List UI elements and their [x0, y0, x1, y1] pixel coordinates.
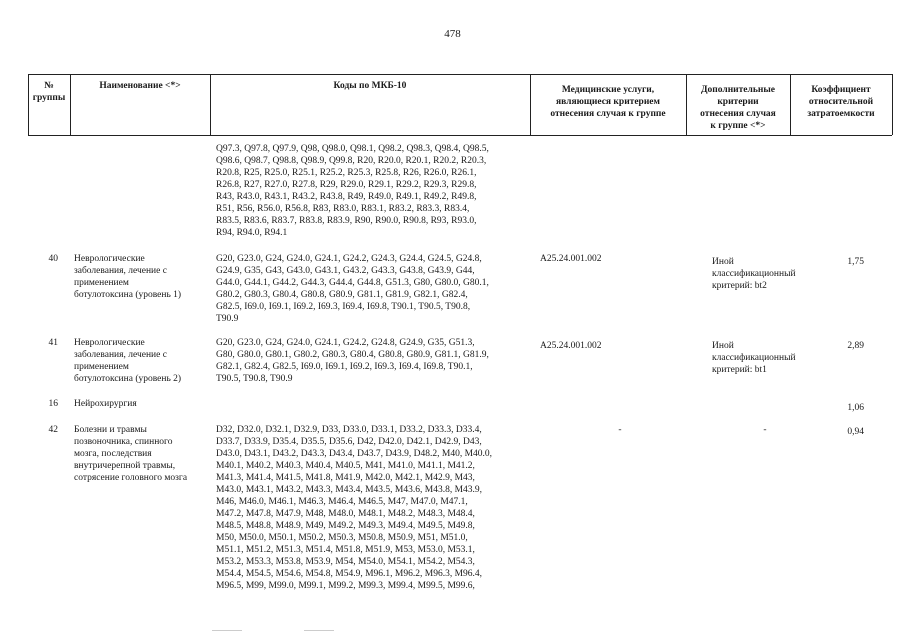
table-row-name: Неврологические заболевания, лечение с применением ботулотоксина (уровень 2): [74, 338, 182, 384]
table-row-service: -: [618, 425, 622, 435]
header-name: Наименование <*>: [99, 81, 181, 91]
table-row-service: A25.24.001.002: [540, 254, 602, 264]
header-group-no: № группы: [32, 81, 66, 103]
column-divider: [790, 74, 791, 135]
page-number: 478: [444, 28, 461, 40]
table-row-service: A25.24.001.002: [540, 341, 602, 351]
header-bottom-border: [28, 135, 892, 136]
table-row-number: 41: [48, 338, 58, 348]
table-row-codes: Q97.3, Q97.8, Q97.9, Q98, Q98.0, Q98.1, Q98.2, Q98.3, Q98.4, Q98.5, Q98.6, Q98.7, Q98.8, Q98.9, Q99.8, R20, R20.0, R20.1, R20.2, R20.3, R20.8, R25, R25.0, R25.1, R25.2, R25.3, R25.8, R26, R26.0, R26.1, R26.8, R27, R27.0, R27.8, R29, R29.0, R29.1, R29.2, R29.3, R29.8, R43, R43.0, R43.1, R43.2, R43.8, R49, R49.0, R49.1, R49.2, R49.8, R51, R56, R56.0, R56.8, R83, R83.0, R83.1, R83.2, R83.3, R83.4, R83.5, R83.6, R83.7, R83.8, R83.9, R90, R90.0, R90.8, R93, R93.0, R94, R94.0, R94.1: [216, 144, 489, 238]
table-row-number: 16: [48, 399, 58, 409]
table-row-coefficient: 1,06: [847, 403, 864, 413]
table-row-codes: G20, G23.0, G24, G24.0, G24.1, G24.2, G24.3, G24.4, G24.5, G24.8, G24.9, G35, G43, G43.0, G43.1, G43.2, G43.3, G43.8, G43.9, G44, G44.0, G44.1, G44.2, G44.3, G44.4, G44.8, G51.3, G80, G80.0, G80.1, G80.2, G80.3, G80.4, G80.8, G80.9, G81.1, G81.9, G82.1, G82.4, G82.5, I69.0, I69.1, I69.2, I69.3, I69.4, I69.8, T90.1, T90.5, T90.8, T90.9: [216, 254, 489, 324]
table-top-border: [28, 74, 892, 75]
table-row-number: 40: [48, 254, 58, 264]
column-divider: [686, 74, 687, 135]
table-row-coefficient: 1,75: [847, 257, 864, 267]
table-row-number: 42: [48, 425, 58, 435]
table-row-name: Нейрохирургия: [74, 399, 137, 409]
scan-edge-mark: [304, 630, 334, 631]
column-divider: [70, 74, 71, 135]
table-row-name: Неврологические заболевания, лечение с применением ботулотоксина (уровень 1): [74, 254, 182, 300]
column-divider: [530, 74, 531, 135]
table-row-coefficient: 2,89: [847, 341, 864, 351]
table-row-additional: Иной классификационный критерий: bt2: [712, 257, 796, 291]
header-services: Медицинские услуги, являющиеся критерием отнесения случая к группе: [550, 85, 666, 119]
header-coefficient: Коэффициент относительной затратоемкости: [807, 85, 875, 119]
table-row-additional: Иной классификационный критерий: bt1: [712, 341, 796, 375]
table-row-additional: -: [763, 425, 767, 435]
scan-edge-mark: [212, 630, 242, 631]
table-row-name: Болезни и травмы позвоночника, спинного мозга, последствия внутричерепной травмы, сотрясение головного мозга: [74, 425, 188, 483]
table-row-codes: G20, G23.0, G24, G24.0, G24.1, G24.2, G24.8, G24.9, G35, G51.3, G80, G80.0, G80.1, G80.2, G80.3, G80.4, G80.8, G80.9, G81.1, G81.9, G82.1, G82.4, G82.5, I69.0, I69.1, I69.2, I69.3, I69.4, I69.8, T90.1, T90.5, T90.8, T90.9: [216, 338, 489, 384]
header-codes: Коды по МКБ-10: [333, 81, 407, 91]
table-row-coefficient: 0,94: [847, 427, 864, 437]
column-divider: [892, 74, 893, 135]
table-row-codes: D32, D32.0, D32.1, D32.9, D33, D33.0, D33.1, D33.2, D33.3, D33.4, D33.7, D33.9, D35.4, D35.5, D35.6, D42, D42.0, D42.1, D42.9, D43, D43.0, D43.1, D43.2, D43.3, D43.4, D43.7, D43.9, D48.2, M40, M40.0, M40.1, M40.2, M40.3, M40.4, M40.5, M41, M41.0, M41.1, M41.2, M41.3, M41.4, M41.5, M41.8, M41.9, M42.0, M42.1, M42.9, M43, M43.0, M43.1, M43.2, M43.3, M43.4, M43.5, M43.6, M43.8, M43.9, M46, M46.0, M46.1, M46.3, M46.4, M46.5, M47, M47.0, M47.1, M47.2, M47.8, M47.9, M48, M48.0, M48.1, M48.2, M48.3, M48.4, M48.5, M48.8, M48.9, M49, M49.2, M49.3, M49.4, M49.5, M49.8, M50, M50.0, M50.1, M50.2, M50.3, M50.8, M50.9, M51, M51.0, M51.1, M51.2, M51.3, M51.4, M51.8, M51.9, M53, M53.0, M53.1, M53.2, M53.3, M53.8, M53.9, M54, M54.0, M54.1, M54.2, M54.3, M54.4, M54.5, M54.6, M54.8, M54.9, M96.1, M96.2, M96.3, M96.4, M96.5, M99, M99.0, M99.1, M99.2, M99.3, M99.4, M99.5, M99.6,: [216, 425, 493, 591]
header-additional: Дополнительные критерии отнесения случая к группе <*>: [700, 85, 776, 131]
